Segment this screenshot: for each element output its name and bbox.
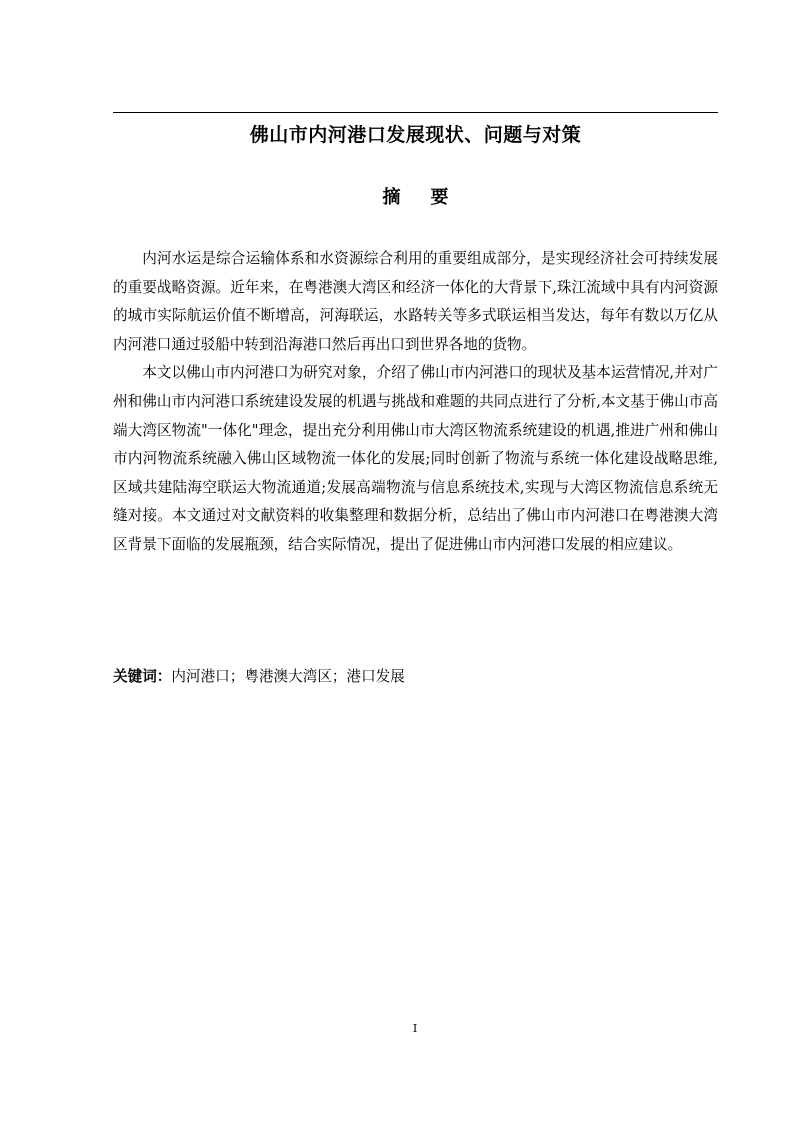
abstract-body <box>113 245 718 560</box>
abstract-heading <box>113 184 718 212</box>
abstract-heading-char-2: 要 <box>430 187 449 208</box>
document-title: 佛山市内河港口发展现状、问题与对策 <box>249 124 582 146</box>
keywords-line <box>113 665 718 689</box>
header-rule <box>113 112 718 113</box>
abstract-paragraph-2: 本文以佛山市内河港口为研究对象，介绍了佛山市内河港口的现状及基本运营情况,并对广州和佛山市内河港口系统建设发展的机遇与挑战和难题的共同点进行了分析,本文基于佛山市高端大湾区物流"一体化"理念，提出充分利用佛山市大湾区物流系统建设的机遇,推进广州和佛山市内河物流系统融入佛山区域物流一体化的发展;同时创新了物流与系统一体化建设战略思维,区域共建陆海空联运大物流通道;发展高端物流与信息系统技术,实现与大湾区物流信息系统无缝对接。本文通过对文献资料的收集整理和数据分析，总结出了佛山市内河港口在粤港澳大湾区背景下面临的发展瓶颈，结合实际情况，提出了促进佛山市内河港口发展的相应建议。 <box>113 364 718 553</box>
abstract-paragraph-1: 内河水运是综合运输体系和水资源综合利用的重要组成部分，是实现经济社会可持续发展的重要战略资源。近年来，在粤港澳大湾区和经济一体化的大背景下,珠江流域中具有内河资源的城市实际航运价值不断增高，河海联运，水路转关等多式联运相当发达，每年有数以万亿从内河港口通过驳船中转到沿海港口然后再出口到世界各地的货物。 <box>113 250 718 353</box>
abstract-heading-char-1: 摘 <box>382 187 401 208</box>
keywords-values: 内河港口；粤港澳大湾区；港口发展 <box>171 668 405 685</box>
keywords-label: 关键词： <box>113 668 172 685</box>
page-number: I <box>412 1022 418 1035</box>
